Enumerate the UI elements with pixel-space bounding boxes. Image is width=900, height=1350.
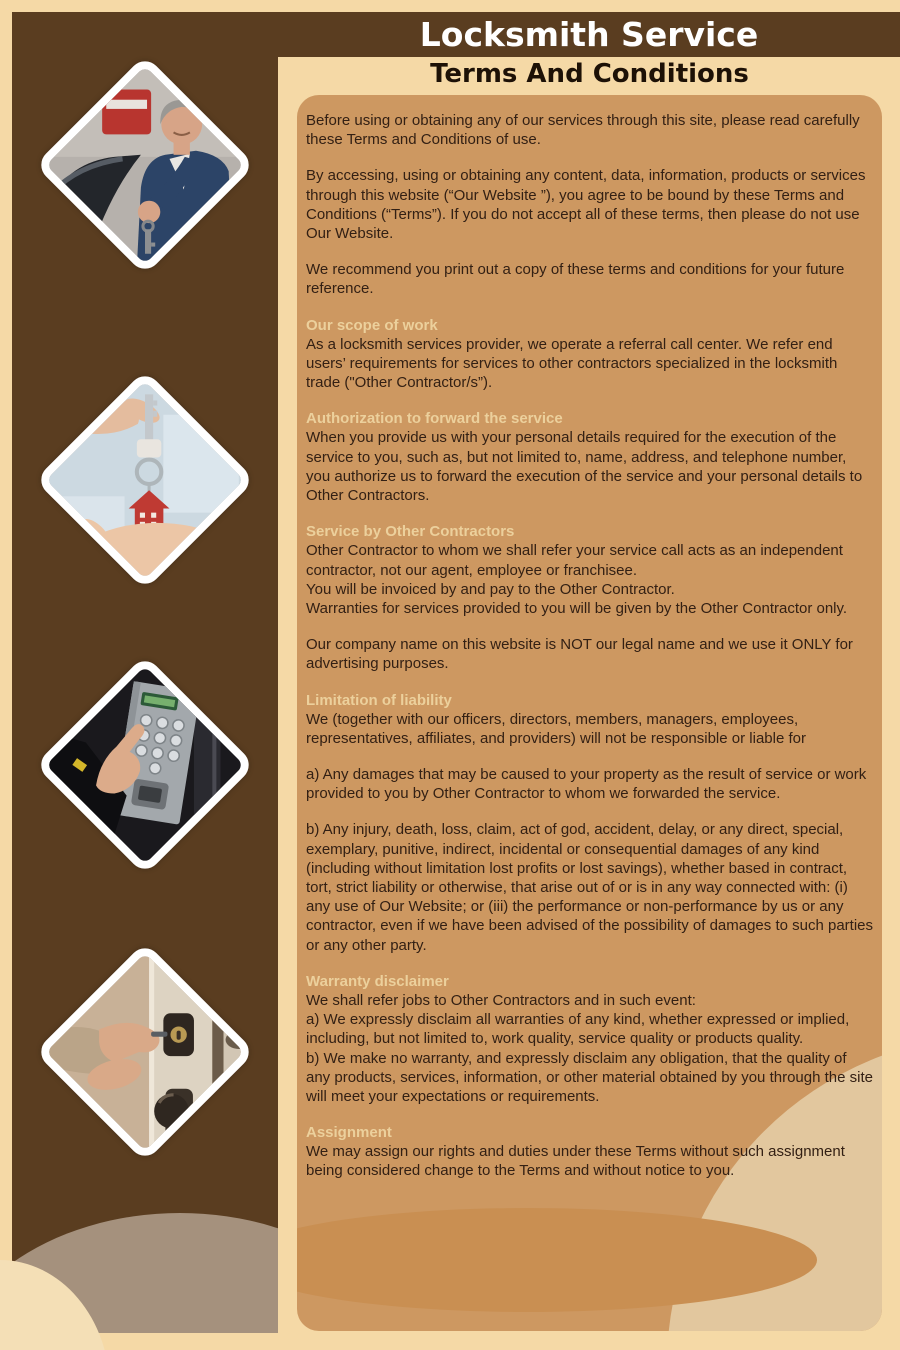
terms-paragraph: Our company name on this website is NOT our legal name and we use it ONLY for advertising purposes. [306,636,853,673]
terms-paragraph: b) Any injury, death, loss, claim, act of god, accident, delay, or any direct, special, exemplary, punitive, indirect, incidental or consequential damages of any kind (including without limitation lost profits or lost savings), whether based in contract, tort, strict liability or otherwise, that arise out of or is in any way connected with: (i) any use of Our Website; or (iii) the performance or non-performance by us or any contractor, even if we have been advised of the possibility of damages to such parties or any other party. [306,821,873,954]
paragraph-gap [306,618,873,635]
paragraph-gap [306,243,873,260]
terms-paragraph: b) We make no warranty, and expressly disclaim any obligation, that the quality of any products, services, information, or other material obtained by you through the site will meet your expectations or requirements. [306,1049,873,1105]
terms-paragraph: Other Contractor to whom we shall refer your service call acts as an independent contractor, not our agent, employee or franchisee. [306,542,843,579]
section-heading: Service by Other Contractors [306,523,515,541]
section-heading: Our scope of work [306,316,438,334]
title-bar [12,12,900,57]
terms-paragraph: We recommend you print out a copy of these terms and conditions for your future reference. [306,261,845,298]
terms-paragraph: Before using or obtaining any of our services through this site, please read carefully these Terms and Conditions of use. [306,112,860,149]
paragraph-gap [306,955,873,972]
paragraph-gap [306,392,873,409]
paragraph-gap [306,505,873,522]
terms-heading: Terms And Conditions [430,59,749,89]
terms-paragraph: When you provide us with your personal details required for the execution of the service to you, such as, but not limited to, name, address, and telephone number, you authorize us to forward the execution of the service and your personal details to Other Contractors. [306,429,863,504]
terms-paragraph: By accessing, using or obtaining any content, data, information, products or services through this website (“Our Website ”), you agree to be bound by these Terms and Conditions (“Terms”). If you do not accept all of these terms, then please do not use Our Website. [306,167,866,242]
terms-paragraph: Warranties for services provided to you will be given by the Other Contractor only. [306,599,848,617]
terms-paragraph: We shall refer jobs to Other Contractors and in such event: [306,991,696,1009]
paragraph-gap [306,1106,873,1123]
paragraph-gap [306,149,873,166]
page-title: Locksmith Service [419,15,759,54]
section-heading: Authorization to forward the service [306,410,563,428]
terms-paragraph: As a locksmith services provider, we operate a referral call center. We refer end users’ requirements for services to other contractors specialized in the locksmith trade ("Other Contractor/s”). [306,335,838,392]
paragraph-gap [306,674,873,691]
paragraph-gap [306,299,873,316]
terms-paragraph: We (together with our officers, directors, members, managers, employees, representatives, affiliates, and providers) will not be responsible or liable for [306,710,806,747]
terms-paragraph: You will be invoiced by and pay to the Other Contractor. [306,580,675,598]
section-heading: Warranty disclaimer [306,972,449,990]
paragraph-gap [306,748,873,765]
paragraph-gap [306,803,873,820]
terms-paragraph: We may assign our rights and duties under these Terms without such assignment being considered change to the Terms and without notice to you. [306,1143,845,1180]
terms-content [306,111,873,1181]
terms-paragraph: a) Any damages that may be caused to your property as the result of service or work provided to you by Other Contractor to whom we forwarded the service. [306,766,867,803]
section-heading: Assignment [306,1124,392,1142]
terms-paragraph: a) We expressly disclaim all warranties of any kind, whether expressed or implied, including, but not limited to, work quality, service quality or products quality. [306,1011,850,1048]
terms-card [297,95,882,1331]
section-heading: Limitation of liability [306,691,452,709]
